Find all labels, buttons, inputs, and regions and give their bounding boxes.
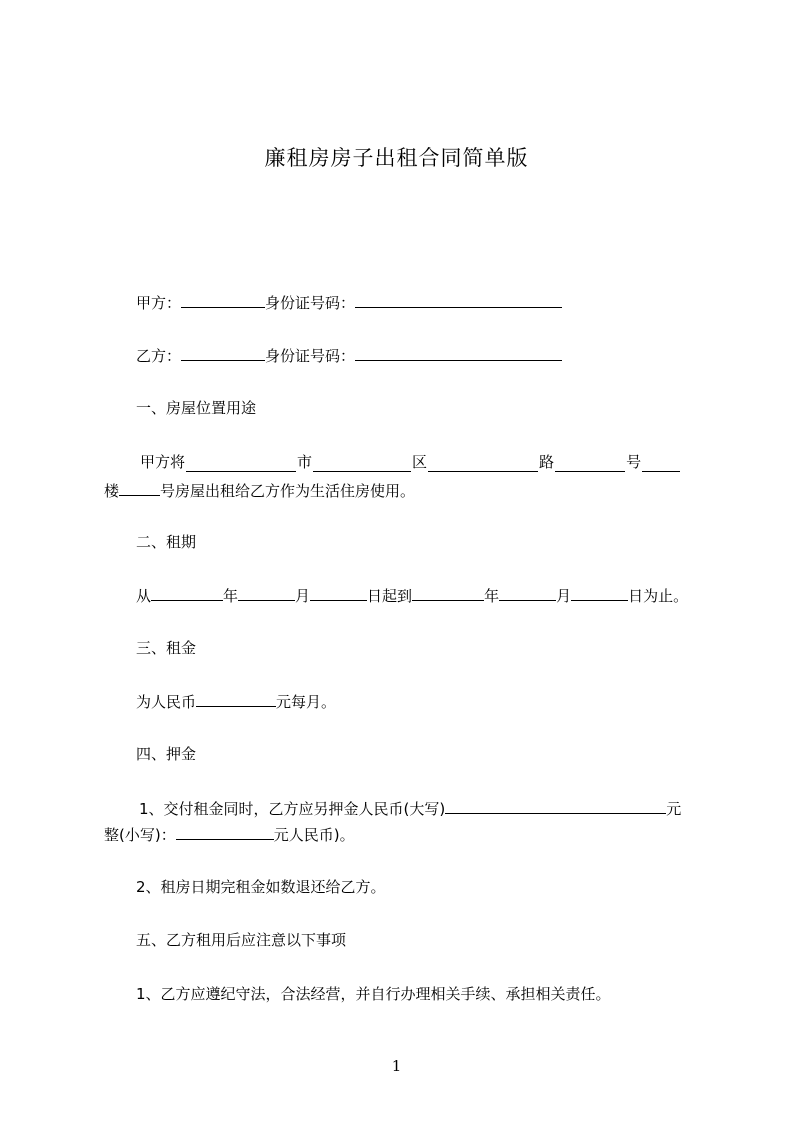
start-year-label: 年 [223,587,239,605]
district-label: 区 [412,453,428,471]
road-label: 路 [539,453,555,471]
section5-item1: 1、乙方应遵纪守法，合法经营，并自行办理相关手续、承担相关责任。 [136,985,611,1003]
party-b-id-label: 身份证号码： [265,347,356,365]
section1-suffix: 号房屋出租给乙方作为生活住房使用。 [160,482,416,500]
number-label: 号 [626,453,642,471]
deposit-small-blank [176,824,274,840]
party-a-id-blank [355,292,562,308]
building-label: 楼 [104,482,120,500]
start-year-blank [151,585,223,601]
party-a-id-label: 身份证号码： [265,294,356,312]
party-b-label: 乙方： [136,347,182,365]
party-a-line [136,292,562,313]
party-b-id-blank [355,345,562,361]
deposit-small-prefix: 整(小写)： [104,826,176,844]
rent-amount-blank [196,691,276,707]
end-month-blank [499,585,556,601]
section3-heading: 三、租金 [136,639,197,657]
start-month-blank [238,585,295,601]
party-b-name-blank [181,345,265,361]
end-day-label: 日为止。 [628,587,689,605]
section1-heading: 一、房屋位置用途 [136,399,257,417]
end-month-label: 月 [556,587,572,605]
rent-suffix: 元每月。 [276,693,337,711]
deposit-prefix: 1、交付租金同时，乙方应另押金人民币(大写) [139,800,446,818]
section4-heading: 四、押金 [136,745,197,763]
road-blank [428,456,538,472]
deposit-line1 [139,798,681,819]
city-label: 市 [297,453,313,471]
deposit-item2: 2、租房日期完租金如数退还给乙方。 [136,878,386,896]
start-day-label: 日起到 [367,587,413,605]
deposit-small-suffix: 元人民币)。 [273,826,355,844]
start-month-label: 月 [295,587,311,605]
deposit-line2 [104,824,355,845]
section2-heading: 二、租期 [136,533,197,551]
district-blank [313,456,411,472]
section1-address-line2 [104,480,415,501]
deposit-capital-blank [445,798,666,814]
deposit-yuan-label: 元 [666,800,682,818]
end-year-blank [412,585,484,601]
rent-line [136,691,336,712]
end-year-label: 年 [484,587,500,605]
number-blank [555,456,625,472]
end-day-blank [571,585,628,601]
section1-address-line1 [140,452,702,472]
building-number-blank [642,456,680,472]
rent-prefix: 为人民币 [136,693,197,711]
lease-term-line [136,585,688,606]
start-day-blank [310,585,367,601]
section5-heading: 五、乙方租用后应注意以下事项 [136,931,347,949]
document-title: 廉租房房子出租合同简单版 [264,146,529,170]
city-blank [186,456,296,472]
party-a-name-blank [181,292,265,308]
party-b-line [136,345,562,366]
room-number-blank [119,480,160,496]
party-a-label: 甲方： [136,294,182,312]
page-number: 1 [391,1057,402,1075]
lease-from-label: 从 [136,587,152,605]
section1-prefix: 甲方将 [140,453,186,471]
